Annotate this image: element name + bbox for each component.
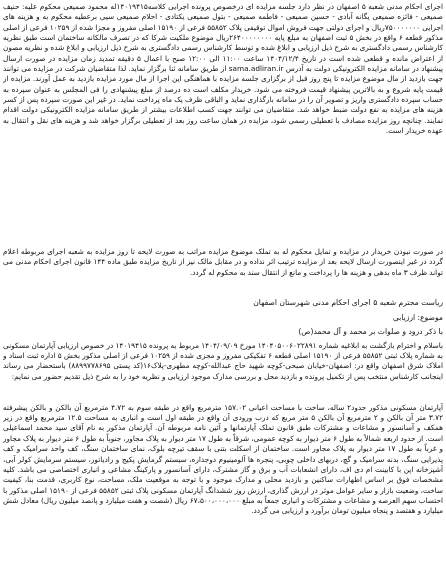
addressee-line: ریاست محترم شعبه ۵ اجرای احکام مدنی شهرستان اصفهان bbox=[253, 298, 443, 307]
valuation-intro-paragraph: باسلام و احترام بازگشت به ابلاغیه شماره ۱۴۰۴۰۵۰۰۶۰۲۲۸۹۱ مورخ ۱۴۰۴/۰۹/۰۹ مربوط به پرونده ۱۴۰۱۹۴۱۵ در خصوص ارزیابی آپارتمان مسکونی به شماره پلاک ثبتی ۵۵۸۵۲ فرعی از ۱۵۱۹۰ اصلی قطعه ۶ تفکیکی مفروز و مجزی شده از ۱۰۲۵۹ فرعی از اصلی مذکور بخش ۵ اداره ثبت اسناد و املاک شرق اصفهان واقع در: اصفهان-خیابان صبحی-کوچه شهید حاج عبدالله-کوچه مطهری-پلاک۱۶(کد پستی ۸۸۹۹۷۷۸۶۹۵) باستحضار می رساند اینجانب کارشناس منتخب پس از تکمیل پرونده و بازدید محل و بررسی مدارک موجود ارزیابی و نظریه خود را به شرح ذیل تقدیم حضور می نمایم: bbox=[3, 340, 443, 381]
subject-line: موضوع: ارزیابی bbox=[392, 312, 443, 322]
auction-announcement-paragraph: اجرای احکام مدنی شعبه ۵ اصفهان در نظر دارد جلسه مزایده ای درخصوص پرونده اجرایی کلاسه۱۴۰۱۹۴۱۵له محمود صمیعی محکوم علیه: حنیف صمیعی - فائزه صمیعی یگانه آبادی - حسین صمیعی - فاطمه صمیعی - بتول صمیعی یکتادی - احلام صمیعی سیی برعطیه محکوم به و هزینه های اجرایی ۷۵۰۰۰۰۰۰۰ریال و اجرای دولتی جهت فروش اموال توقیفی پلاک ۵۵۸۵۲ فرعی از ۱۵۱۹۰ اصلی مفروز و مجزا شده از ۱۰۲۵۹ فرعی از اصلی مذکور قطعه ۶ واقع در بخش ۵ ثبت اصفهان به مبلغ پایه ۲۶۴۰۰۰۰۰۰۰۰ریال موضوع ملکیت شرکا که در تصرف مالکانه ساختمان است طبق نظریه کارشناس رسمی دادگستری به شرح ذیل ارزیابی و ابلاغ شده و توسط کارشناس رسمی دادگستری به شرح ذیل ارزیابی و ابلاغ شده و نظریه مصون از اعتراض مانده و قطعی شده است در تاریخ ۱۴۰۴/۱۲/۴ ساعت ۱۱:۰۰ الی ۱۲:۰۰ صبح با اعمال ۵ دقیقه تمدید زمان مزایده در صورت ارسال پیشنهاد در سامانه مزایده الکترونیکی دولت به آدرس sama.adliran.ir از طریق سامانه ثنا برگزار نماید. لذا متقاضیان شرکت در مزایده می توانند جهت بازدید از مال موضوع مزایده تا پنج روز قبل از برگزاری جلسه مزایده با هماهنگی این اجرا از مال مورد مزایده بازدید به عمل آورند. مزایده از قیمت پایه شروع و به بالاترین پیشنهاد قیمت فروخته می شود. خریدار مکلف است ده درصد از مبلغ پیشنهادی را فی المجلس به عنوان سپرده به حساب سپرده دادگستری واریز و تصویر آن را در سامانه بارگذاری نماید و الباقی ظرف یک ماه پرداخت نماید. در غیر این صورت سپرده پس از کسر هزینه های مزایده به نفع دولت ضبط خواهد شد. متقاضیان می توانند جهت کسب اطلاعات بیشتر از طریق سامانه مزایده الکترونیکی دولت اقدام نمایند. چنانچه روز مزایده مصادف با تعطیلی رسمی شود، مزایده در همان ساعت روز بعد از تعطیلی برگزار خواهد شد و هزینه های نقل و انتقال به عهده خریدار است. bbox=[3, 2, 443, 136]
property-description-paragraph: آپارتمان مسکونی مذکور حدود۲ ساله، ساخت با مساحت اعیانی ۱۵۷.۰۲ مترمربع واقع در طبقه سوم به ۴.۷۲ مترمربع آن بالکن و بالکن پیشرفته ۳.۷۲ متر آن بالکن و ۲ مترمربع آن بالکن ۵ متر مربع که درب ورودی آن واقع در طبقه اول است و انباری به مساحت ۱۲.۵ مترمربع واقع در زیر همکف و آسانسور و مشاعات و مشترکات طبق قانون تملک آپارتمانها و آئین نامه مربوطه آن. آپارتمان مذکور به نام آقای سید محمد اسماعیلی است. از حدود اربعه شمالاً به طول ۶ متر دیوار به کوچه عمومی، شرقاً به طول ۱۷ متر دیوار به پلاک مجاور، جنوباً به طول ۶ متر دیوار به پلاک مجاور و غرباً به طول ۱۷ متر دیوار به پلاک مجاور است. ساختمان از اسکلت بتنی با سقف تیرچه بلوک، نمای ساختمان سنگ، کف واحد سرامیک و کف پذیرایی سنگ، بدنه سرامیک و گچ، دربهای داخلی چوبی، پنجره ها آلومینیوم دوجداره، سیستم گرمایش پکیج و رادیاتور، سیستم سرمایش کولر آبی، آشپزخانه اپن با کابینت ام دی اف، دارای انشعابات آب و برق و گاز مشترک، دارای آسانسور و پارکینگ مشاعی و انباری اختصاصی می باشد. کلیه مشخصات فوق بر اساس اظهارات ساکنین و بازدید محلی و مدارک موجود و با توجه به موقعیت ملک، مساحت، نوع کاربری، قدمت بنا، کیفیت ساخت، وضعیت بازار و سایر عوامل موثر در ارزش گذاری، ارزش روز ششدانگ آپارتمان مسکونی پلاک ثبتی ۵۵۸۵۲ فرعی از ۱۵۱۹۰ اصلی مذکور با احتساب سهم العرصه و مشاعات و مشترکات و انباری جمعاً به مبلغ ۶۷،۵۰۰،۰۰۰،۰۰۰ ریال (شصت و هفت میلیارد و پانصد میلیون ریال) معادل شش میلیارد و هفتصد و پنجاه میلیون تومان برآورد و ارزیابی می گردد. bbox=[3, 402, 443, 516]
creditor-notice-paragraph: در صورت نبودن خریدار در مزایده و تمایل محکوم له به تملک موضوع مزایده مراتب به صورت لایحه تا روز مزایده به شعبه اجرای مربوطه اعلام گردد در غیر اینصورت ارسال لایحه بعد از مزایده ترتیب اثر نداده و در مقابل مالک نیز از تاریخ مزایده طبق ماده ۱۴۴ قانون اجرای احکام مدنی می تواند ظرف ۳ ماه بدهی و هزینه ها را پرداخت و مانع از انتقال سند به محکوم له گردد. bbox=[3, 247, 443, 277]
greeting-line: با ذکر درود و صلوات بر محمد و آل محمد(ص) bbox=[298, 327, 443, 337]
spacer bbox=[3, 278, 443, 298]
notice-page bbox=[3, 2, 443, 574]
